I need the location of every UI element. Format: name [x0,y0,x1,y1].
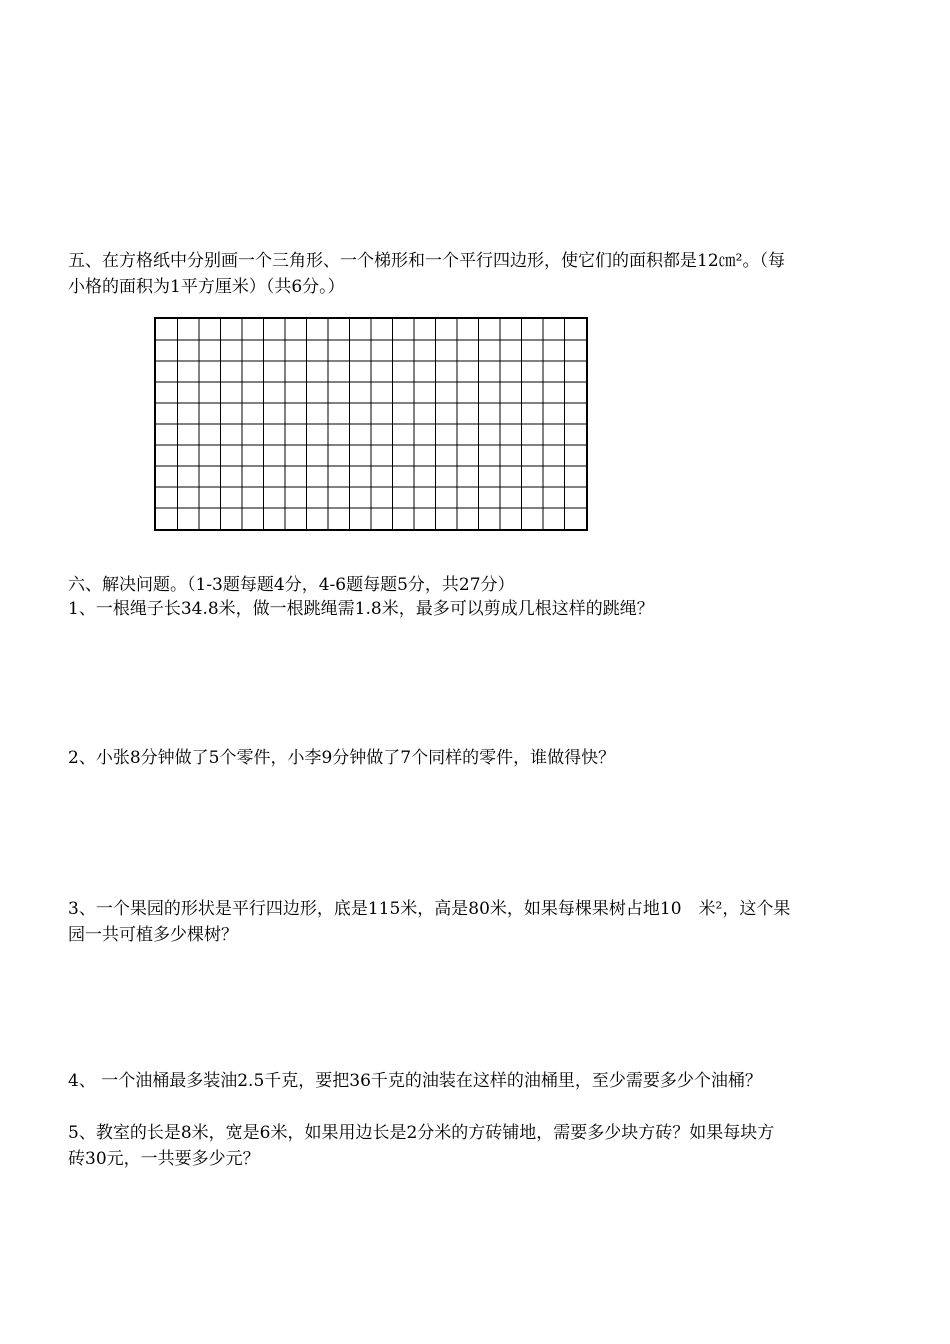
question-5-line2: 砖30元，一共要多少元？ [68,1149,260,1169]
question-3-line2: 园一共可植多少棵树？ [68,925,238,945]
section6-heading: 六、解决问题。（1-3题每题4分，4-6题每题5分，共27分） [68,575,515,595]
question-1: 1、一根绳子长34.8米，做一根跳绳需1.8米，最多可以剪成几根这样的跳绳？ [68,599,654,619]
question-5-line1: 5、教室的长是8米，宽是6米，如果用边长是2分米的方砖铺地，需要多少块方砖？如果每块方 [68,1123,775,1143]
question-4: 4、 一个油桶最多装油2.5千克，要把36千克的油装在这样的油桶里，至少需要多少个油桶？ [68,1071,762,1091]
grid-lines [156,319,586,529]
section5-instruction-line2: 小格的面积为1平方厘米）（共6分。） [68,277,345,297]
question-2: 2、小张8分钟做了5个零件，小李9分钟做了7个同样的零件，谁做得快？ [68,748,616,768]
grid-paper [154,317,588,531]
section5-instruction-line1: 五、在方格纸中分别画一个三角形、一个梯形和一个平行四边形，使它们的面积都是12㎝²。（每 [68,251,785,271]
question-3-line1: 3、一个果园的形状是平行四边形，底是115米，高是80米，如果每棵果树占地10 米²，这个果 [68,899,791,919]
